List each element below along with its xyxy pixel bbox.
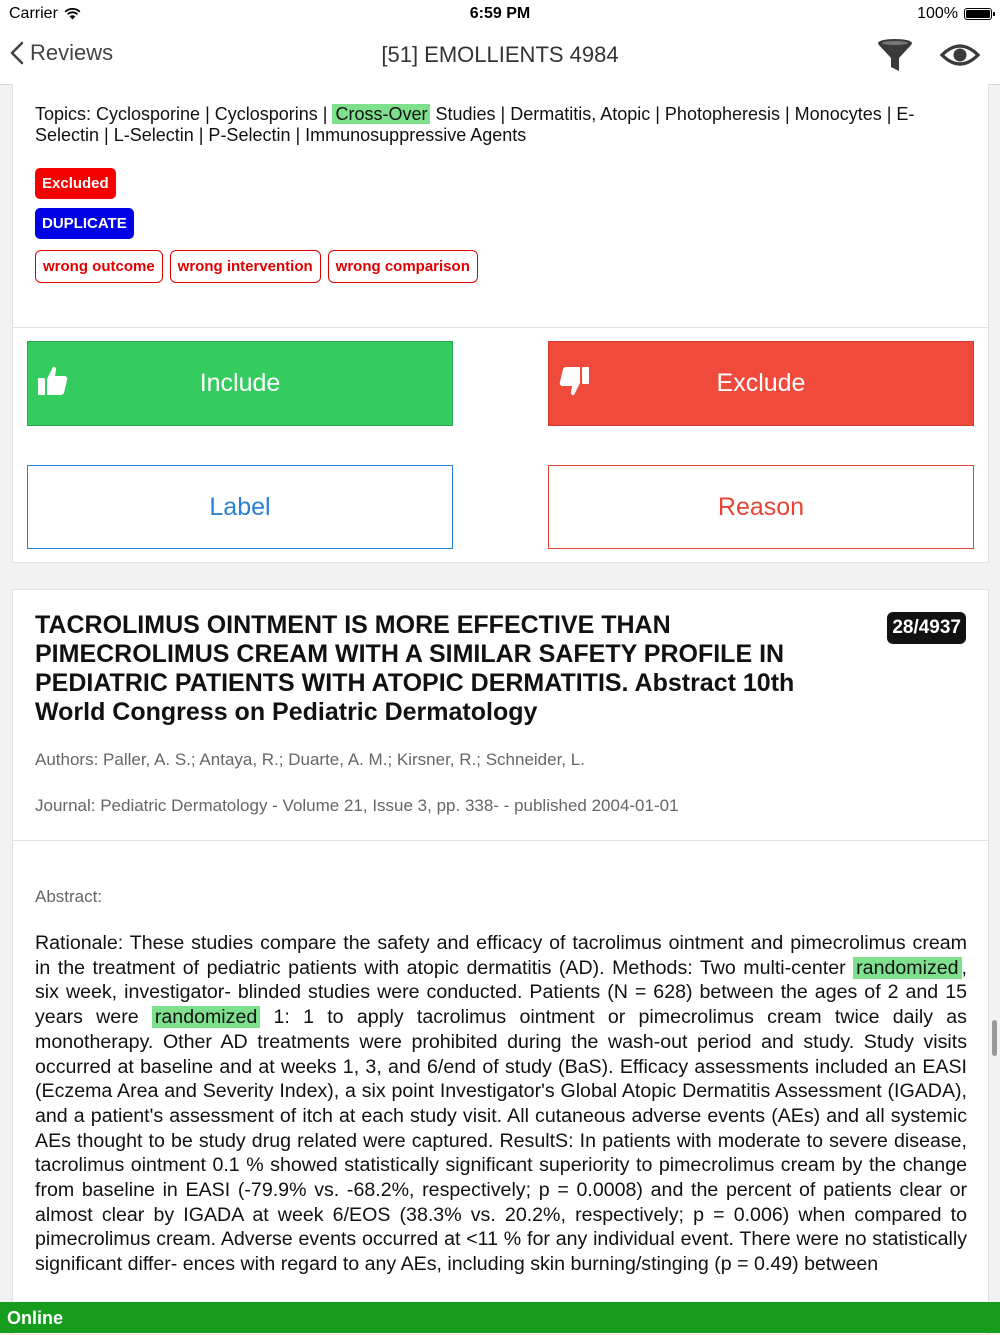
label-badge: DUPLICATE <box>35 208 134 239</box>
article-authors: Authors: Paller, A. S.; Antaya, R.; Duarte, A. M.; Kirsner, R.; Schneider, L. <box>35 750 585 769</box>
battery-icon <box>964 8 992 20</box>
reason-tag: wrong comparison <box>328 250 478 283</box>
abstract-label: Abstract: <box>35 887 103 906</box>
page-title: [51] EMOLLIENTS 4984 <box>381 42 619 67</box>
keyword-highlight: randomized <box>853 957 961 979</box>
divider <box>13 327 988 328</box>
exclude-button[interactable] <box>548 341 974 426</box>
label-button[interactable]: Label <box>27 465 453 549</box>
view-toggle-button[interactable] <box>940 41 980 74</box>
review-card <box>12 84 989 563</box>
keyword-highlight: randomized <box>152 1006 260 1028</box>
include-label: Include <box>199 369 281 397</box>
connection-status: Online <box>7 1308 64 1328</box>
status-bar <box>0 0 1000 28</box>
include-button[interactable] <box>27 341 453 426</box>
carrier-label: Carrier <box>9 5 58 22</box>
battery-percent: 100% <box>917 5 958 22</box>
thumbs-down-icon <box>557 364 591 398</box>
funnel-icon <box>876 36 914 74</box>
topic-highlight: Cross-Over <box>332 104 430 124</box>
navigation-bar <box>0 28 1000 85</box>
status-badge: Excluded <box>35 168 116 199</box>
exclude-label: Exclude <box>716 369 806 397</box>
topics-text: Topics: Cyclosporine | Cyclosporins | Cross-Over Studies | Dermatitis, Atopic | Photopheresis | Monocytes | E-Selectin | L-Selectin | P-Selectin | Immunosuppressive Agents <box>35 104 915 145</box>
reason-tag: wrong outcome <box>35 250 163 283</box>
reason-button[interactable]: Reason <box>548 465 974 549</box>
reason-tag: wrong intervention <box>170 250 321 283</box>
filter-button[interactable] <box>876 36 914 79</box>
abstract-text: Rationale: These studies compare the safety and efficacy of tacrolimus ointment and pimecrolimus cream in the treatment of pediatric patients with atopic dermatitis (AD). Methods: Two multi-center randomized , six week, investigator- blinded studies were conducted. Patients (N = 628) between the ages of 2 and 15 years were randomized 1: 1 to apply tacrolimus ointment or pimecrolimus cream twice daily as monotherapy. Other AD treatments were prohibited during the wash-out period and study. Study visits occurred at baseline and at weeks 1, 3, and 6/end of study (BaS). Efficacy assessments included an EASI (Eczema Area and Severity Index), a six point Investigator's Global Atopic Dermatitis Assessment (IGADA), and a patient's assessment of itch at each study visit. All cutaneous adverse events (AEs) and all systemic AEs thought to be study drug related were captured. ResultS: In patients with moderate to severe disease, tacrolimus ointment 0.1 % showed statistically significant superiority to pimecrolimus cream by the change from baseline in EASI (-79.9% vs. -68.2%, respectively; p = 0.0008) and the percent of patients clear or almost clear by IGADA at week 6/EOS (38.3% vs. 20.2%, respectively; p = 0.006) when compared to pimecrolimus cream. Adverse events occurred at <11 % for any individual event. There were no statistically significant differ- ences with regard to any AEs, including skin burning/stinging (p = 0.49) between <box>35 932 967 1276</box>
divider <box>13 840 988 841</box>
eye-icon <box>940 41 980 69</box>
back-label: Reviews <box>30 40 114 65</box>
reason-tag-list <box>35 250 478 283</box>
article-counter: 28/4937 <box>887 612 966 644</box>
connection-status-bar <box>0 1302 1000 1333</box>
thumbs-up-icon <box>36 364 70 398</box>
status-time: 6:59 PM <box>469 5 531 22</box>
article-journal: Journal: Pediatric Dermatology - Volume 21, Issue 3, pp. 338- - published 2004-01-01 <box>35 796 679 815</box>
scrollbar[interactable] <box>992 1020 997 1056</box>
article-title: TACROLIMUS OINTMENT IS MORE EFFECTIVE THAN PIMECROLIMUS CREAM WITH A SIMILAR SAFETY PROFILE IN PEDIATRIC PATIENTS WITH ATOPIC DERMATITIS. Abstract 10th World Congress on Pediatric Dermatology <box>35 611 795 726</box>
article-card <box>12 589 989 1335</box>
